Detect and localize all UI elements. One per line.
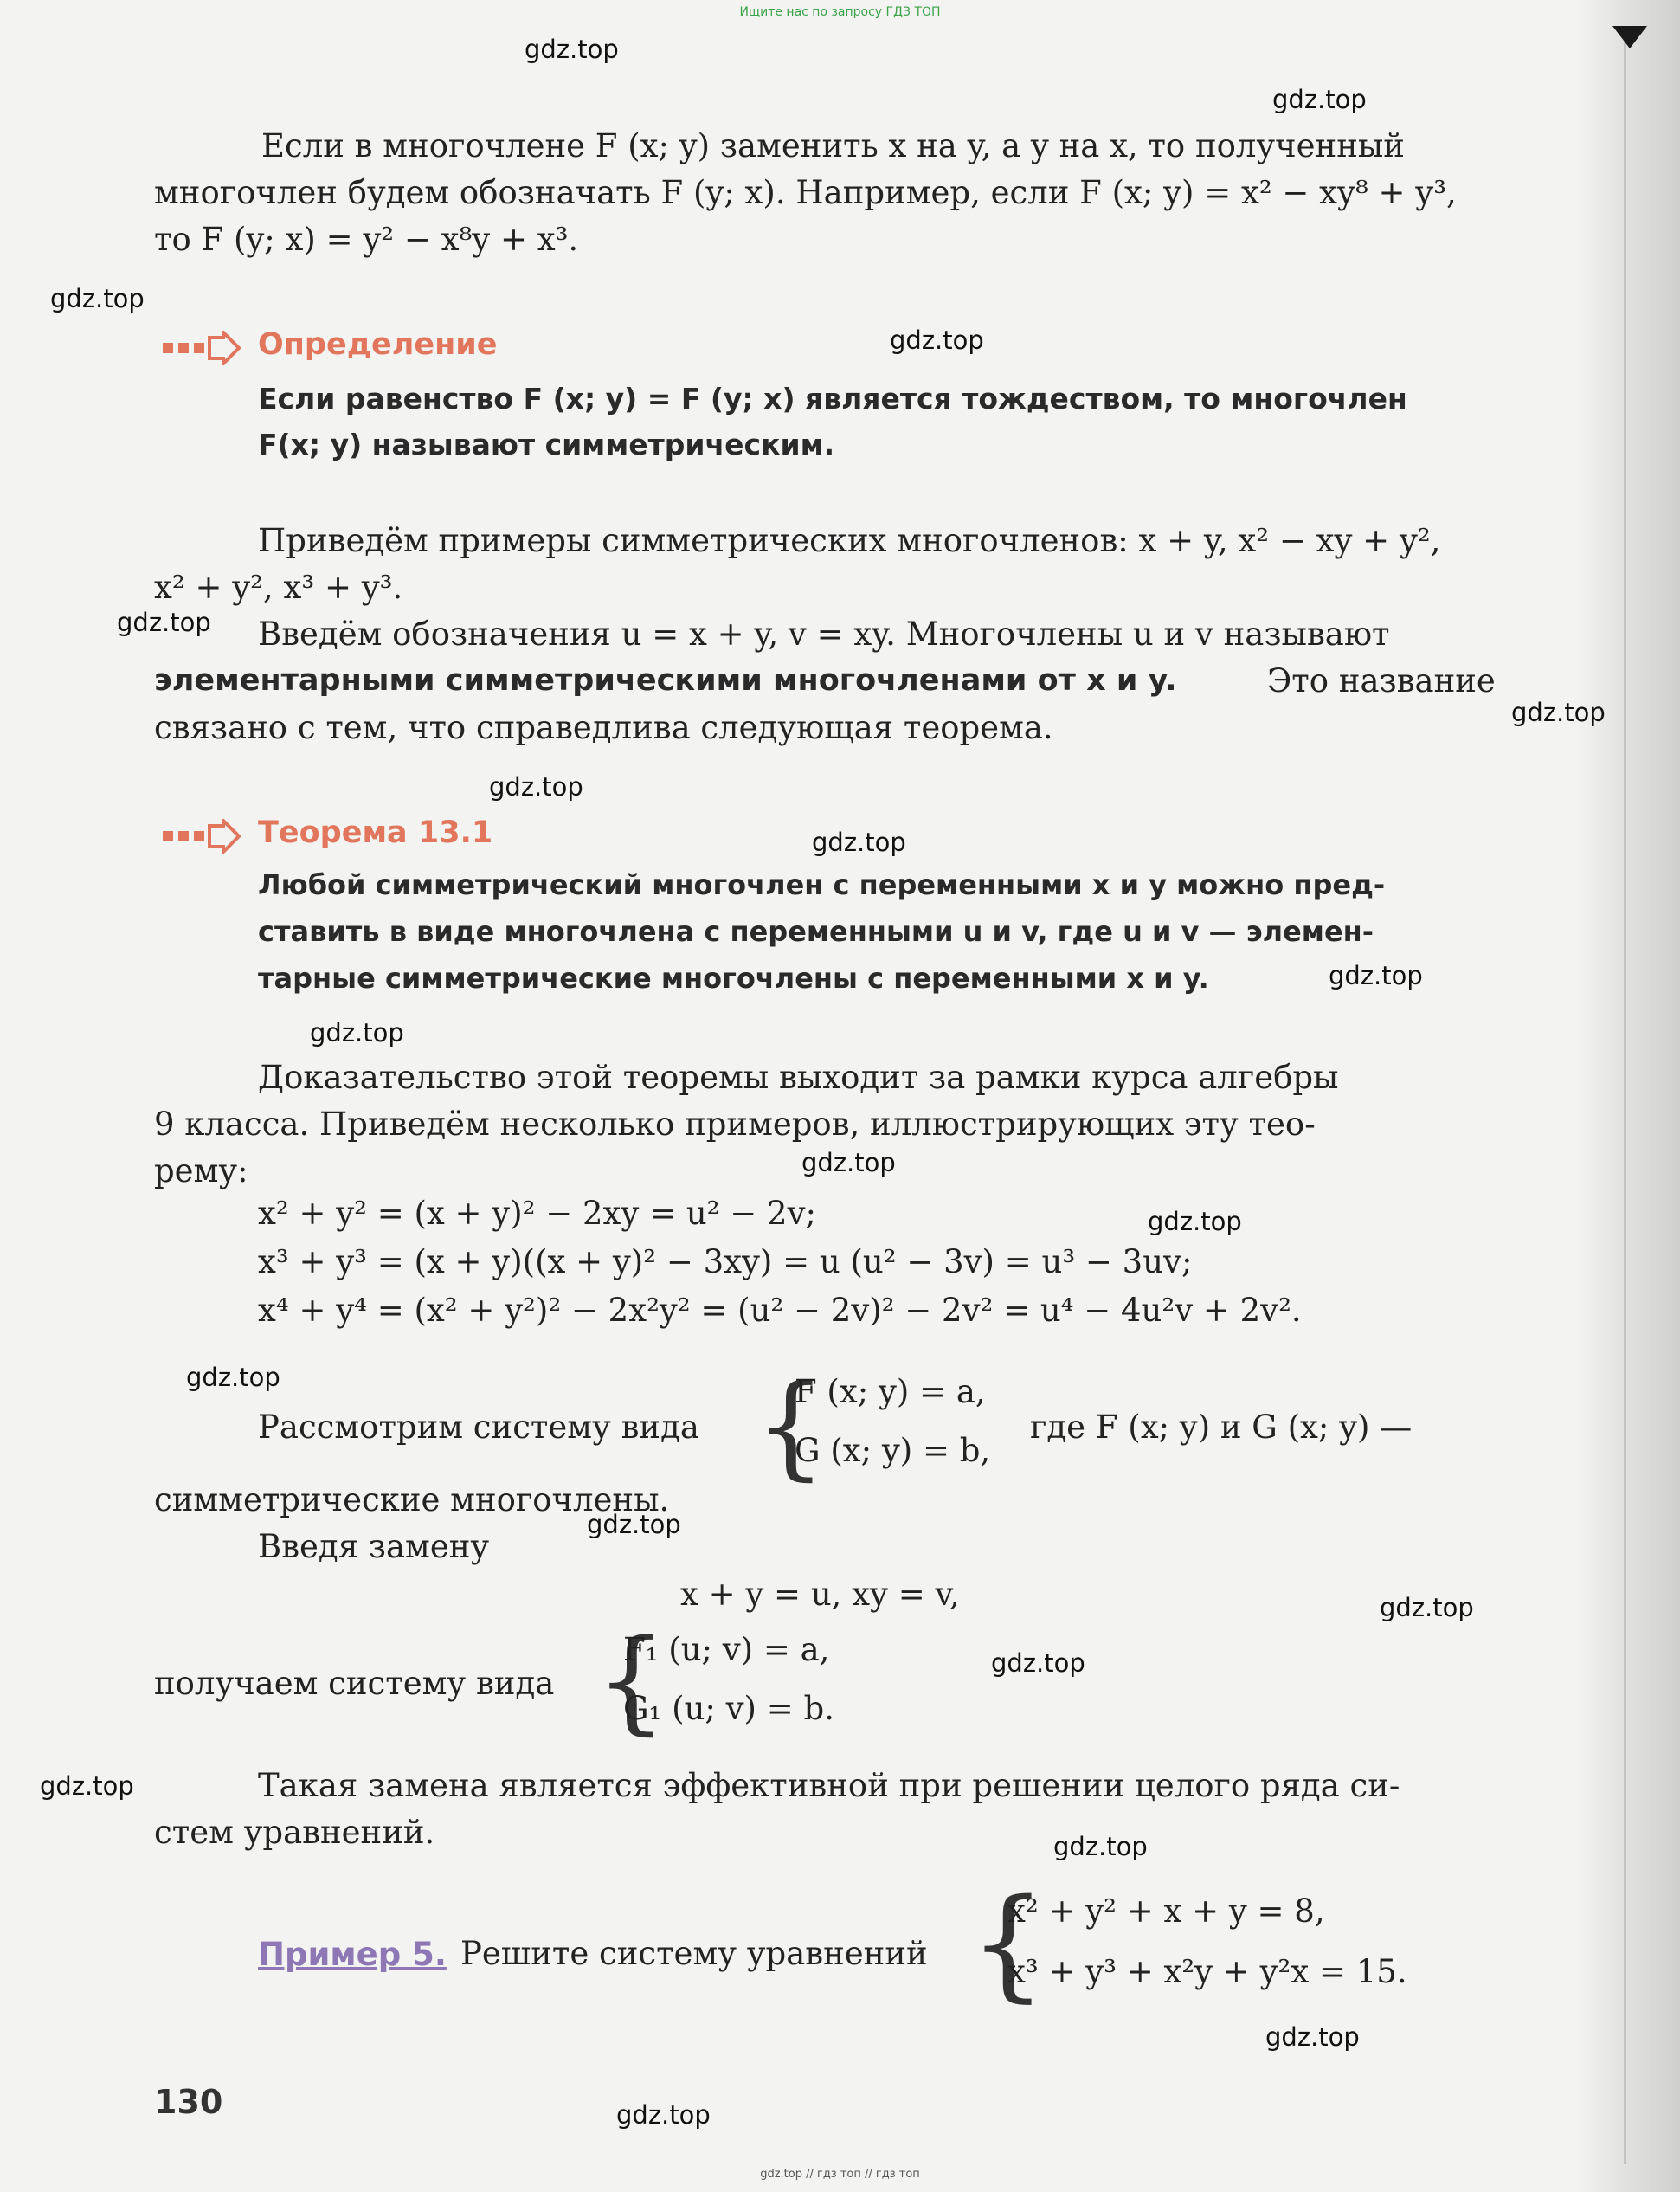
theorem-arrow-icon — [161, 819, 241, 854]
system-equation: G₁ (u; v) = b. — [623, 1690, 834, 1727]
watermark: gdz.top — [186, 1363, 280, 1392]
substitution-formula: x + y = u, xy = v, — [680, 1576, 960, 1613]
watermark: gdz.top — [489, 772, 583, 802]
watermark: gdz.top — [310, 1018, 404, 1048]
watermark: gdz.top — [812, 828, 906, 857]
intro-line: Если в многочлене F (x; y) заменить x на y, а y на x, то полученный — [261, 127, 1405, 164]
watermark: gdz.top — [587, 1510, 681, 1539]
proof-line: Доказательство этой теоремы выходит за рамки курса алгебры — [258, 1059, 1339, 1096]
system-brace: { — [595, 1615, 667, 1746]
watermark: gdz.top — [1380, 1593, 1474, 1622]
watermark: gdz.top — [40, 1771, 134, 1801]
system-tail: где F (x; y) и G (x; y) — — [1030, 1409, 1413, 1446]
theorem-heading: Теорема 13.1 — [258, 816, 493, 850]
system-brace: { — [969, 1873, 1047, 2015]
example-5-label: Пример 5. — [258, 1936, 447, 1973]
examples-line: Приведём примеры симметрических многочленов: x + y, x² − xy + y², — [258, 522, 1441, 559]
definition-heading: Определение — [258, 327, 498, 362]
system-lead: Рассмотрим систему вида — [258, 1409, 699, 1446]
definition-line: F(x; y) называют симметрическим. — [258, 428, 835, 461]
system-equation: G (x; y) = b, — [795, 1432, 991, 1469]
proof-line: рему: — [154, 1152, 248, 1189]
effective-line: Такая замена является эффективной при решении целого ряда си- — [258, 1767, 1400, 1804]
watermark: gdz.top — [525, 35, 619, 64]
watermark: gdz.top — [1053, 1832, 1148, 1861]
proof-line: 9 класса. Приведём несколько примеров, иллюстрирующих эту тео- — [154, 1106, 1316, 1143]
intro-line: многочлен будем обозначать F (y; x). Например, если F (x; y) = x² − xy⁸ + y³, — [154, 174, 1457, 211]
notation-line: связано с тем, что справедлива следующая теорема. — [154, 709, 1053, 746]
watermark: gdz.top — [1511, 698, 1606, 727]
watermark: gdz.top — [1272, 85, 1367, 114]
effective-line: стем уравнений. — [154, 1814, 435, 1851]
watermark: gdz.top — [1148, 1207, 1242, 1236]
example-5-text: Решите систему уравнений — [460, 1935, 928, 1972]
theorem-line: ставить в виде многочлена с переменными u и v, где u и v — элемен- — [258, 915, 1374, 948]
theorem-line: тарные симметрические многочлены с переменными x и y. — [258, 962, 1209, 995]
system-line: получаем систему вида — [154, 1665, 555, 1702]
corner-triangle-icon — [1612, 26, 1647, 48]
top-banner: Ищите нас по запросу ГДЗ ТОП — [739, 5, 941, 19]
system-brace: { — [755, 1360, 827, 1492]
intro-line: то F (y; x) = y² − x⁸y + x³. — [154, 221, 579, 258]
watermark: gdz.top — [801, 1148, 896, 1177]
definition-line: Если равенство F (x; y) = F (y; x) является тождеством, то многочлен — [258, 382, 1407, 416]
watermark: gdz.top — [1329, 961, 1423, 990]
notation-line: Введём обозначения u = x + y, v = xy. Многочлены u и v называют — [258, 616, 1390, 653]
system-line: симметрические многочлены. — [154, 1481, 670, 1518]
system-equation: F (x; y) = a, — [795, 1373, 986, 1410]
watermark: gdz.top — [50, 284, 145, 313]
bottom-banner: gdz.top // гдз топ // гдз топ — [760, 2168, 920, 2181]
system-line: Введя замену — [258, 1528, 490, 1565]
example-5-equation: x³ + y³ + x²y + y²x = 15. — [1007, 1953, 1407, 1990]
watermark: gdz.top — [890, 326, 984, 355]
watermark: gdz.top — [117, 608, 211, 637]
notation-bold-term: элементарными симметрическими многочленами от x и y. — [154, 663, 1177, 698]
system-equation: F₁ (u; v) = a, — [623, 1631, 830, 1668]
notation-line: Это название — [1267, 662, 1496, 700]
watermark: gdz.top — [616, 2100, 711, 2130]
formula-2: x³ + y³ = (x + y)((x + y)² − 3xy) = u (u² − 3v) = u³ − 3uv; — [258, 1243, 1193, 1280]
watermark: gdz.top — [991, 1648, 1085, 1678]
watermark: gdz.top — [1265, 2022, 1360, 2052]
examples-line: x² + y², x³ + y³. — [154, 569, 403, 606]
page-fold-line — [1624, 26, 1626, 2164]
example-5-equation: x² + y² + x + y = 8, — [1007, 1892, 1325, 1930]
theorem-line: Любой симметрический многочлен с переменными x и y можно пред- — [258, 868, 1386, 901]
page-number: 130 — [154, 2083, 223, 2121]
page-edge-shadow — [1576, 0, 1680, 2192]
formula-3: x⁴ + y⁴ = (x² + y²)² − 2x²y² = (u² − 2v)² − 2v² = u⁴ − 4u²v + 2v². — [258, 1292, 1302, 1329]
definition-arrow-icon — [161, 331, 241, 365]
formula-1: x² + y² = (x + y)² − 2xy = u² − 2v; — [258, 1195, 816, 1232]
